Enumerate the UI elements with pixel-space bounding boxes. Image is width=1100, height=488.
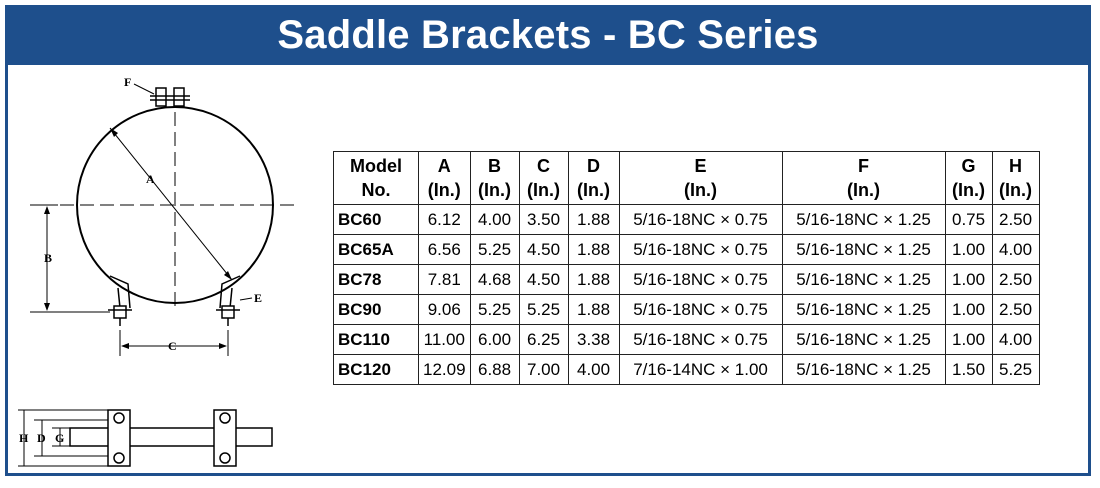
cell-c: 6.25 bbox=[519, 325, 568, 355]
cell-h: 2.50 bbox=[992, 205, 1039, 235]
cell-b: 4.00 bbox=[470, 205, 519, 235]
cell-d: 1.88 bbox=[568, 205, 619, 235]
header-h: H (In.) bbox=[992, 152, 1039, 205]
cell-b: 6.88 bbox=[470, 355, 519, 385]
cell-f: 5/16-18NC × 1.25 bbox=[782, 205, 945, 235]
cell-c: 4.50 bbox=[519, 235, 568, 265]
cell-e: 5/16-18NC × 0.75 bbox=[619, 265, 782, 295]
f-leader bbox=[134, 84, 154, 94]
label-f: F bbox=[124, 75, 132, 89]
cell-b: 4.68 bbox=[470, 265, 519, 295]
cell-e: 7/16-14NC × 1.00 bbox=[619, 355, 782, 385]
cell-b: 6.00 bbox=[470, 325, 519, 355]
table-row bbox=[334, 325, 1040, 355]
cell-h: 5.25 bbox=[992, 355, 1039, 385]
cell-f: 5/16-18NC × 1.25 bbox=[782, 265, 945, 295]
table-row bbox=[334, 235, 1040, 265]
right-nut bbox=[216, 306, 240, 326]
label-g: G bbox=[55, 431, 65, 445]
header-f: F (In.) bbox=[782, 152, 945, 205]
header-e: E (In.) bbox=[619, 152, 782, 205]
cell-e: 5/16-18NC × 0.75 bbox=[619, 235, 782, 265]
header-g: G (In.) bbox=[945, 152, 992, 205]
cell-f: 5/16-18NC × 1.25 bbox=[782, 295, 945, 325]
label-c: C bbox=[168, 339, 177, 353]
cell-d: 3.38 bbox=[568, 325, 619, 355]
cell-model: BC78 bbox=[334, 265, 419, 295]
cell-c: 5.25 bbox=[519, 295, 568, 325]
cell-model: BC120 bbox=[334, 355, 419, 385]
cell-g: 0.75 bbox=[945, 205, 992, 235]
cell-g: 1.50 bbox=[945, 355, 992, 385]
cell-f: 5/16-18NC × 1.25 bbox=[782, 235, 945, 265]
cell-e: 5/16-18NC × 0.75 bbox=[619, 205, 782, 235]
cell-a: 7.81 bbox=[419, 265, 471, 295]
label-d: D bbox=[37, 431, 46, 445]
table-row bbox=[334, 295, 1040, 325]
cell-a: 6.12 bbox=[419, 205, 471, 235]
cell-d: 1.88 bbox=[568, 235, 619, 265]
cell-c: 4.50 bbox=[519, 265, 568, 295]
cell-b: 5.25 bbox=[470, 295, 519, 325]
table-row bbox=[334, 355, 1040, 385]
cell-a: 6.56 bbox=[419, 235, 471, 265]
page-title: Saddle Brackets - BC Series bbox=[5, 5, 1091, 65]
cell-model: BC110 bbox=[334, 325, 419, 355]
cell-h: 4.00 bbox=[992, 325, 1039, 355]
label-h: H bbox=[19, 431, 29, 445]
cell-d: 1.88 bbox=[568, 265, 619, 295]
header-c: C (In.) bbox=[519, 152, 568, 205]
cell-c: 3.50 bbox=[519, 205, 568, 235]
cell-d: 1.88 bbox=[568, 295, 619, 325]
cell-g: 1.00 bbox=[945, 295, 992, 325]
header-d: D (In.) bbox=[568, 152, 619, 205]
table-row bbox=[334, 205, 1040, 235]
label-e: E bbox=[254, 291, 263, 305]
e-leader bbox=[240, 298, 252, 300]
table-header-row bbox=[334, 152, 1040, 205]
label-b: B bbox=[44, 251, 53, 265]
specifications-table bbox=[333, 151, 1040, 385]
header-a: A (In.) bbox=[419, 152, 471, 205]
cell-d: 4.00 bbox=[568, 355, 619, 385]
cell-f: 5/16-18NC × 1.25 bbox=[782, 325, 945, 355]
header-model: Model No. bbox=[334, 152, 419, 205]
cell-e: 5/16-18NC × 0.75 bbox=[619, 295, 782, 325]
cell-g: 1.00 bbox=[945, 235, 992, 265]
header-b: B (In.) bbox=[470, 152, 519, 205]
table-row bbox=[334, 265, 1040, 295]
cell-a: 9.06 bbox=[419, 295, 471, 325]
cell-h: 4.00 bbox=[992, 235, 1039, 265]
cell-g: 1.00 bbox=[945, 265, 992, 295]
cell-f: 5/16-18NC × 1.25 bbox=[782, 355, 945, 385]
cell-model: BC60 bbox=[334, 205, 419, 235]
left-nut bbox=[108, 306, 132, 326]
cell-g: 1.00 bbox=[945, 325, 992, 355]
cell-e: 5/16-18NC × 0.75 bbox=[619, 325, 782, 355]
cell-h: 2.50 bbox=[992, 295, 1039, 325]
cell-b: 5.25 bbox=[470, 235, 519, 265]
top-clamp bbox=[150, 88, 190, 106]
dimension-a bbox=[110, 128, 232, 280]
cell-model: BC90 bbox=[334, 295, 419, 325]
cell-h: 2.50 bbox=[992, 265, 1039, 295]
label-a: A bbox=[146, 172, 155, 186]
cell-c: 7.00 bbox=[519, 355, 568, 385]
cell-model: BC65A bbox=[334, 235, 419, 265]
cell-a: 12.09 bbox=[419, 355, 471, 385]
cell-a: 11.00 bbox=[419, 325, 471, 355]
